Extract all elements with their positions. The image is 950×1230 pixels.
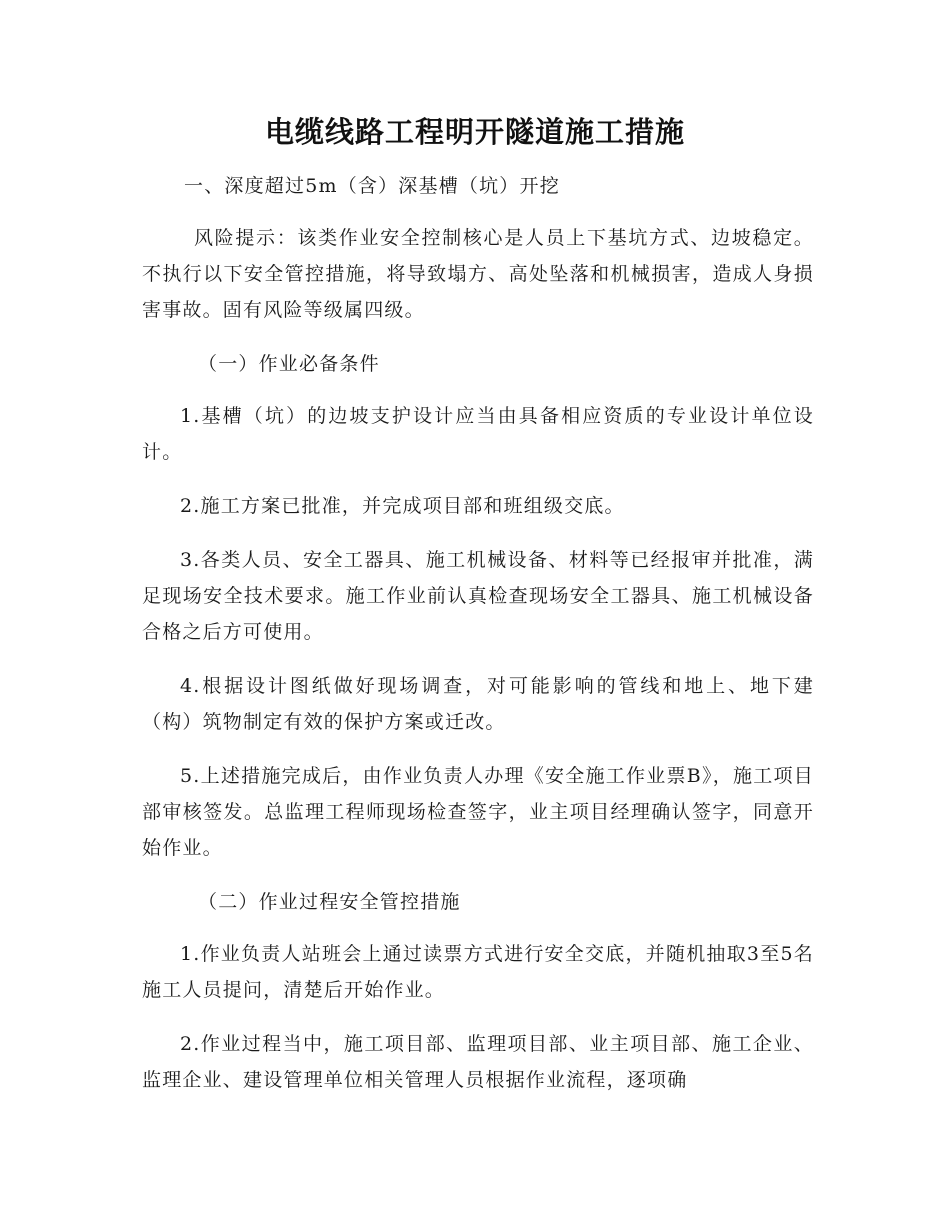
condition-item-4: 4.根据设计图纸做好现场调查，对可能影响的管线和地上、地下建（构）筑物制定有效的保护方案或迁改。 (142, 675, 814, 733)
condition-item-1: 1.基槽（坑）的边坡支护设计应当由具备相应资质的专业设计单位设计。 (142, 405, 814, 463)
document-title: 电缆线路工程明开隧道施工措施 (264, 115, 685, 149)
condition-item-5: 5.上述措施完成后，由作业负责人办理《安全施工作业票B》，施工项目部审核签发。总监理工程师现场检查签字，业主项目经理确认签字，同意开始作业。 (142, 765, 814, 859)
section-heading: 一、深度超过5m（含）深基槽（坑）开挖 (184, 175, 560, 197)
condition-item-3: 3.各类人员、安全工器具、施工机械设备、材料等已经报审并批准，满足现场安全技术要求。施工作业前认真检查现场安全工器具、施工机械设备合格之后方可使用。 (142, 549, 814, 643)
measure-item-2: 2.作业过程当中，施工项目部、监理项目部、业主项目部、施工企业、监理企业、建设管理单位相关管理人员根据作业流程，逐项确 (142, 1033, 814, 1091)
subsection-heading-conditions: （一）作业必备条件 (198, 353, 380, 375)
condition-item-2: 2.施工方案已批准，并完成项目部和班组级交底。 (180, 495, 625, 517)
subsection-heading-measures: （二）作业过程安全管控措施 (198, 891, 461, 913)
measure-item-1: 1.作业负责人站班会上通过读票方式进行安全交底，并随机抽取3至5名施工人员提问，清楚后开始作业。 (142, 943, 814, 1001)
risk-notice-paragraph: 风险提示：该类作业安全控制核心是人员上下基坑方式、边坡稳定。不执行以下安全管控措施，将导致塌方、高处坠落和机械损害，造成人身损害事故。固有风险等级属四级。 (142, 227, 814, 321)
